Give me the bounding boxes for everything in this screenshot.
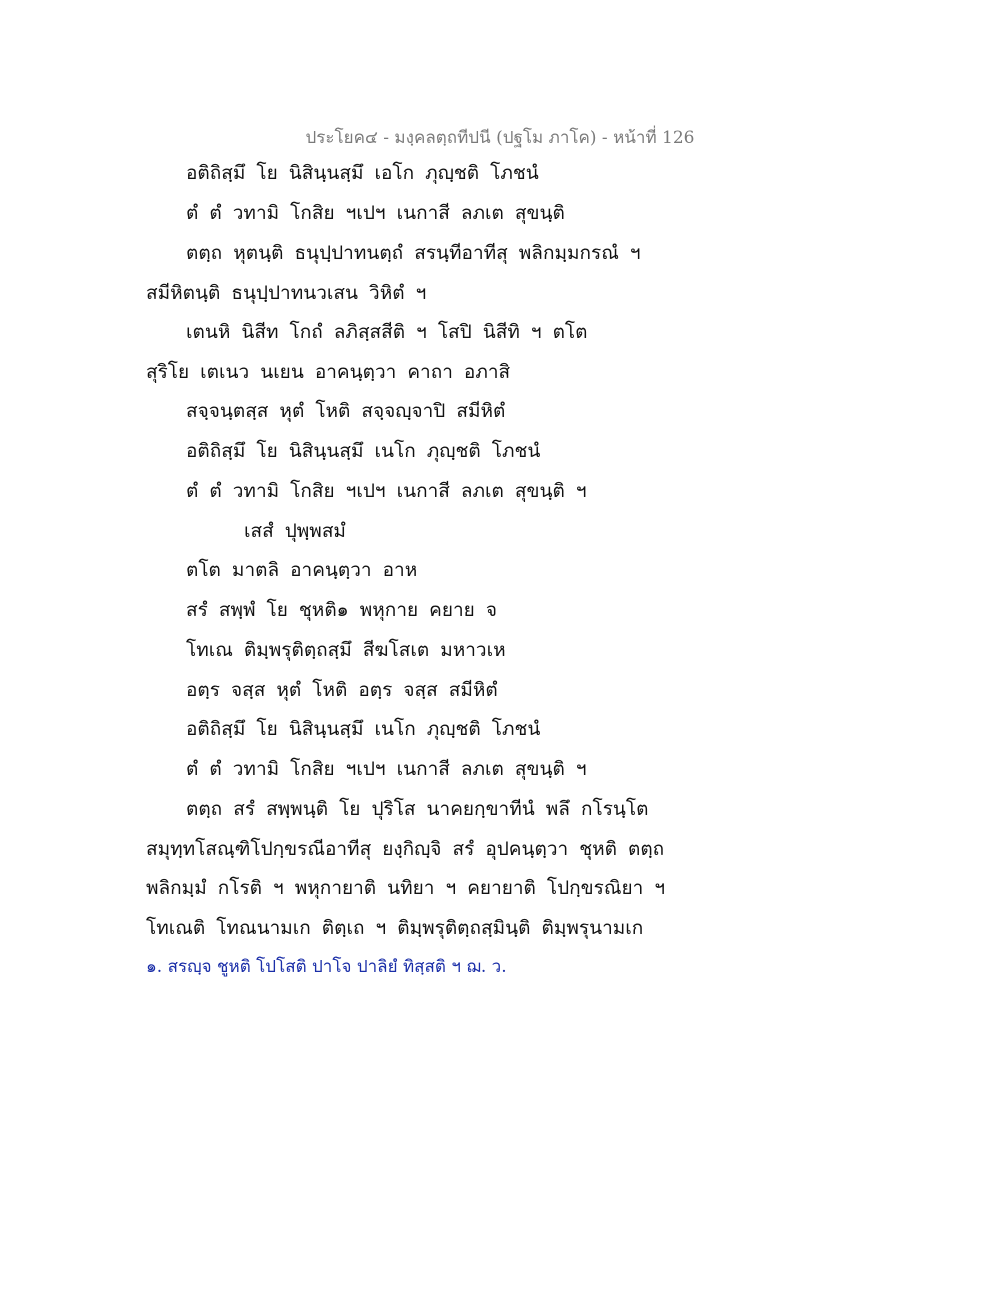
verse-line: ตํ ตํ วทามิ โกสิย ฯเปฯ เนกาสี ลภเต สุขนฺติ ฯ bbox=[186, 480, 587, 502]
verse-line: โทเณ ติมฺพรุติตฺถสฺมึ สีฆโสเต มหาวเห bbox=[186, 639, 506, 661]
text-line: ตํ ตํ วทามิ โกสิย ฯเปฯ เนกาสี ลภเต สุขนฺติ bbox=[186, 202, 565, 224]
verse-line: อติถิสฺมึ โย นิสินฺนสฺมึ เนโก ภุญฺชติ โภชนํ bbox=[186, 718, 541, 740]
text-line: สุริโย เตเนว นเยน อาคนฺตฺวา คาถา อภาสิ bbox=[146, 361, 511, 383]
text-line: สมีหิตนฺติ ธนุปฺปาทนวเสน วิหิตํ ฯ bbox=[146, 282, 427, 304]
text-line: ตตฺถ หุตนฺติ ธนุปฺปาทนตฺถํ สรนฺทีอาทีสุ พลิกมฺมกรณํ ฯ bbox=[186, 242, 641, 264]
page-header: ประโยค๔ - มงฺคลตฺถทีปนี (ปฐโม ภาโค) - หน้าที่ 126 bbox=[305, 128, 695, 148]
text-line: เสสํ ปุพฺพสมํ bbox=[244, 520, 346, 542]
text-line: อติถิสฺมึ โย นิสินฺนสฺมึ เอโก ภุญฺชติ โภชนํ bbox=[186, 162, 539, 184]
text-line: พลิกมฺมํ กโรติ ฯ พหุกายาติ นทิยา ฯ คยายาติ โปกฺขรณิยา ฯ bbox=[146, 877, 666, 899]
text-line: ตตฺถ สรํ สพฺพนฺติ โย ปุริโส นาคยกฺขาทีนํ พลึ กโรนฺโต bbox=[186, 798, 649, 820]
verse-line: อติถิสฺมึ โย นิสินฺนสฺมึ เนโก ภุญฺชติ โภชนํ bbox=[186, 440, 541, 462]
verse-line: สจฺจนฺตสฺส หุตํ โหติ สจฺจญฺจาปิ สมีหิตํ bbox=[186, 400, 506, 422]
text-line: เตนหิ นิสีท โกถํ ลภิสฺสสีติ ฯ โสปิ นิสีทิ ฯ ตโต bbox=[186, 321, 588, 343]
text-line: สมุทฺทโสณฺฑิโปกฺขรณีอาทีสุ ยงฺกิญฺจิ สรํ อุปคนฺตฺวา ชุหติ ตตฺถ bbox=[146, 838, 665, 860]
text-line: โทเณติ โทณนามเก ติตฺเถ ฯ ติมฺพรุติตฺถสฺมินฺติ ติมฺพรุนามเก bbox=[146, 917, 644, 939]
text-line: ตโต มาตลิ อาคนฺตฺวา อาห bbox=[186, 559, 418, 581]
verse-line: อตฺร จสฺส หุตํ โหติ อตฺร จสฺส สมีหิตํ bbox=[186, 679, 498, 701]
verse-line: สรํ สพฺพํ โย ชุหติ๑ พหุกาย คยาย จ bbox=[186, 599, 497, 621]
footnote: ๑. สรญฺจ ชูหติ โปโสติ ปาโจ ปาลิยํ ทิสฺสติ ฯ ฌ. ว. bbox=[146, 957, 507, 977]
verse-line: ตํ ตํ วทามิ โกสิย ฯเปฯ เนกาสี ลภเต สุขนฺติ ฯ bbox=[186, 758, 587, 780]
